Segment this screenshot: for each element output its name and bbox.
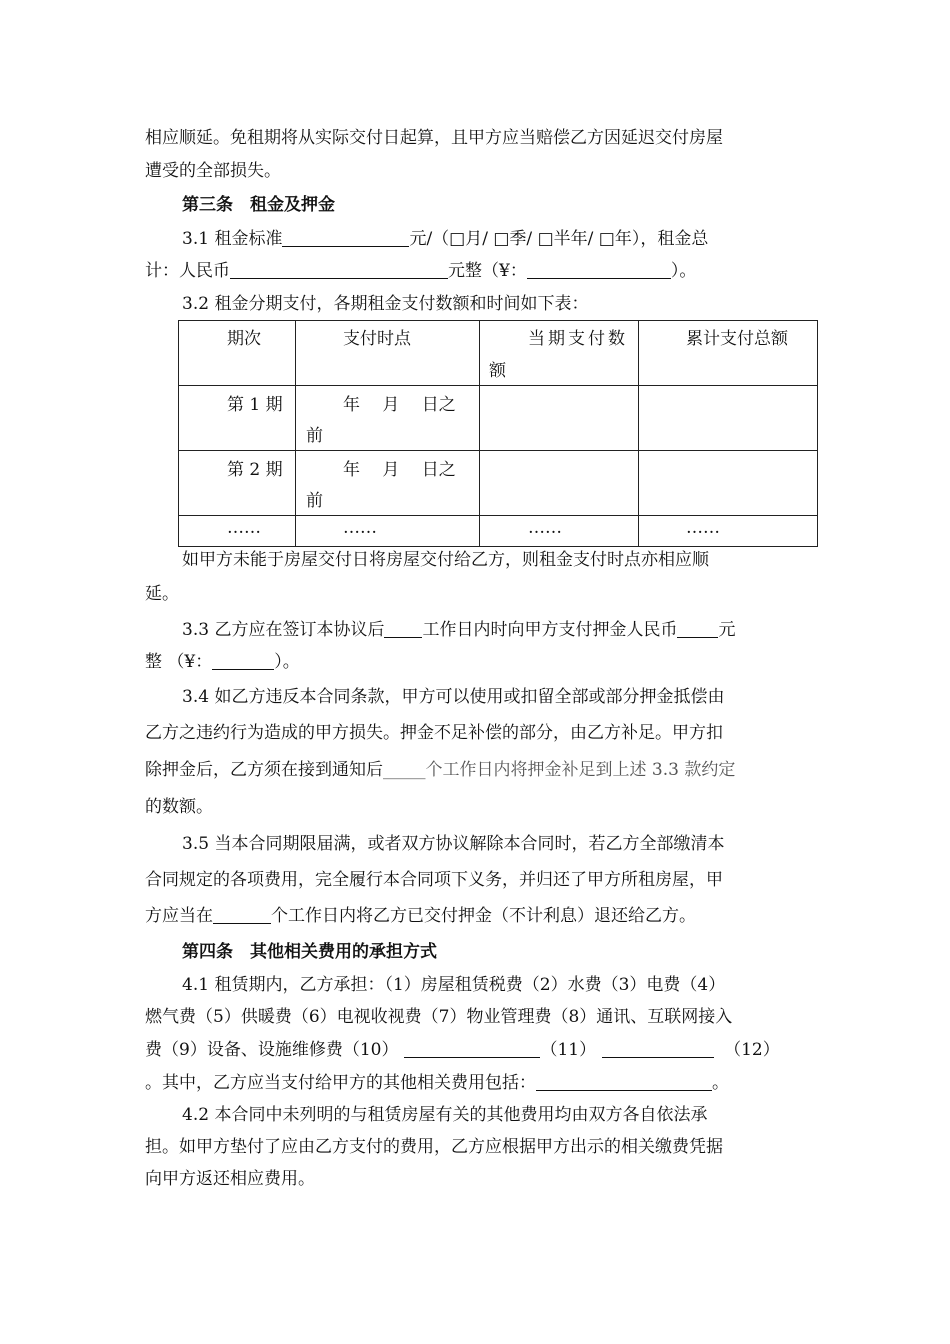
after-table-line-1: 如甲方未能于房屋交付日将房屋交付给乙方，则租金支付时点亦相应顺 bbox=[182, 550, 709, 570]
row3-cumulative: …… bbox=[639, 516, 818, 547]
fee-11-blank[interactable] bbox=[602, 1040, 714, 1058]
clause-4-1-line-4: 。其中，乙方应当支付给甲方的其他相关费用包括： 。 bbox=[145, 1073, 729, 1093]
row2-time: 年 月 日之 前 bbox=[296, 451, 480, 516]
refill-days-blank[interactable]: _____ bbox=[383, 760, 426, 780]
rent-standard-blank[interactable] bbox=[282, 229, 409, 247]
clause-4-1-line-1: 4.1 租赁期内，乙方承担：（1）房屋租赁税费（2）水费（3）电费（4） bbox=[182, 975, 726, 995]
deposit-number-blank[interactable] bbox=[212, 652, 274, 670]
header-cell-time: 支付时点 bbox=[296, 321, 480, 386]
row3-time: …… bbox=[296, 516, 480, 547]
refund-days-blank[interactable] bbox=[213, 906, 271, 924]
row3-current: …… bbox=[480, 516, 639, 547]
clause-3-5-line-3: 方应当在 个工作日内将乙方已交付押金（不计利息）退还给乙方。 bbox=[145, 906, 696, 926]
row2-current-amount[interactable] bbox=[480, 451, 639, 516]
article4-heading: 第四条 其他相关费用的承担方式 bbox=[182, 942, 437, 962]
clause-3-1-line-2 bbox=[145, 260, 696, 282]
table-row bbox=[179, 516, 818, 547]
clause-3-2: 3.2 租金分期支付，各期租金支付数额和时间如下表： bbox=[182, 294, 589, 314]
row1-period: 第 1 期 bbox=[179, 386, 296, 451]
header-cell-period: 期次 bbox=[179, 321, 296, 386]
article3-heading: 第三条 租金及押金 bbox=[182, 195, 335, 215]
row2-cumulative-amount[interactable] bbox=[639, 451, 818, 516]
row1-cumulative-amount[interactable] bbox=[639, 386, 818, 451]
row1-time: 年 月 日之 前 bbox=[296, 386, 480, 451]
clause-3-1-text-d: 元整（¥： bbox=[448, 261, 527, 281]
header-cell-cumulative: 累计支付总额 bbox=[639, 321, 818, 386]
clause-3-5-line-1: 3.5 当本合同期限届满，或者双方协议解除本合同时，若乙方全部缴清本 bbox=[182, 834, 725, 854]
row2-period: 第 2 期 bbox=[179, 451, 296, 516]
clause-3-4-line-1: 3.4 如乙方违反本合同条款，甲方可以使用或扣留全部或部分押金抵偿由 bbox=[182, 687, 725, 707]
clause-3-3-line-1: 3.3 乙方应在签订本协议后 工作日内时向甲方支付押金人民币 元 bbox=[182, 620, 736, 640]
clause-4-1-line-3: 费（9）设备、设施维修费（10） （11） （12） bbox=[145, 1040, 780, 1060]
deposit-days-blank[interactable] bbox=[384, 620, 422, 638]
clause-4-2-line-1: 4.2 本合同中未列明的与租赁房屋有关的其他费用均由双方各自依法承 bbox=[182, 1105, 708, 1125]
table-row bbox=[179, 386, 818, 451]
rent-total-number-blank[interactable] bbox=[527, 261, 671, 279]
intro-line-1: 相应顺延。免租期将从实际交付日起算，且甲方应当赔偿乙方因延迟交付房屋 bbox=[145, 128, 723, 148]
payment-schedule-table bbox=[178, 320, 818, 547]
other-fees-blank[interactable] bbox=[536, 1073, 712, 1091]
clause-3-4-line-3: 除押金后，乙方须在接到通知后_____个工作日内将押金补足到上述 3.3 款约定 bbox=[145, 760, 736, 780]
header-cell-current: 当期支付数 额 bbox=[480, 321, 639, 386]
clause-3-3-line-2: 整 （¥： ）。 bbox=[145, 652, 300, 672]
rent-total-blank[interactable] bbox=[230, 261, 448, 279]
clause-3-5-line-2: 合同规定的各项费用，完全履行本合同项下义务，并归还了甲方所租房屋，甲 bbox=[145, 870, 723, 890]
clause-3-1-text-b: 元/（□月/ □季/ □半年/ □年），租金总 bbox=[409, 229, 709, 249]
clause-4-2-line-3: 向甲方返还相应费用。 bbox=[145, 1169, 315, 1189]
clause-3-1-text-a: 3.1 租金标准 bbox=[182, 229, 283, 249]
intro-line-2: 遭受的全部损失。 bbox=[145, 161, 281, 181]
after-table-line-2: 延。 bbox=[145, 584, 179, 604]
row1-current-amount[interactable] bbox=[480, 386, 639, 451]
row3-period: …… bbox=[179, 516, 296, 547]
clause-4-2-line-2: 担。如甲方垫付了应由乙方支付的费用，乙方应根据甲方出示的相关缴费凭据 bbox=[145, 1137, 723, 1157]
clause-3-1-text-c: 计：人民币 bbox=[145, 261, 230, 281]
deposit-amount-blank[interactable] bbox=[677, 620, 718, 638]
clause-4-1-line-2: 燃气费（5）供暖费（6）电视收视费（7）物业管理费（8）通讯、互联网接入 bbox=[145, 1007, 733, 1027]
fee-10-blank[interactable] bbox=[404, 1040, 540, 1058]
clause-3-1-line-1 bbox=[182, 228, 708, 250]
table-row bbox=[179, 451, 818, 516]
clause-3-4-line-2: 乙方之违约行为造成的甲方损失。押金不足补偿的部分，由乙方补足。甲方扣 bbox=[145, 723, 723, 743]
table-header-row bbox=[179, 321, 818, 386]
clause-3-1-text-e: ）。 bbox=[670, 261, 697, 281]
clause-3-4-line-4: 的数额。 bbox=[145, 797, 213, 817]
